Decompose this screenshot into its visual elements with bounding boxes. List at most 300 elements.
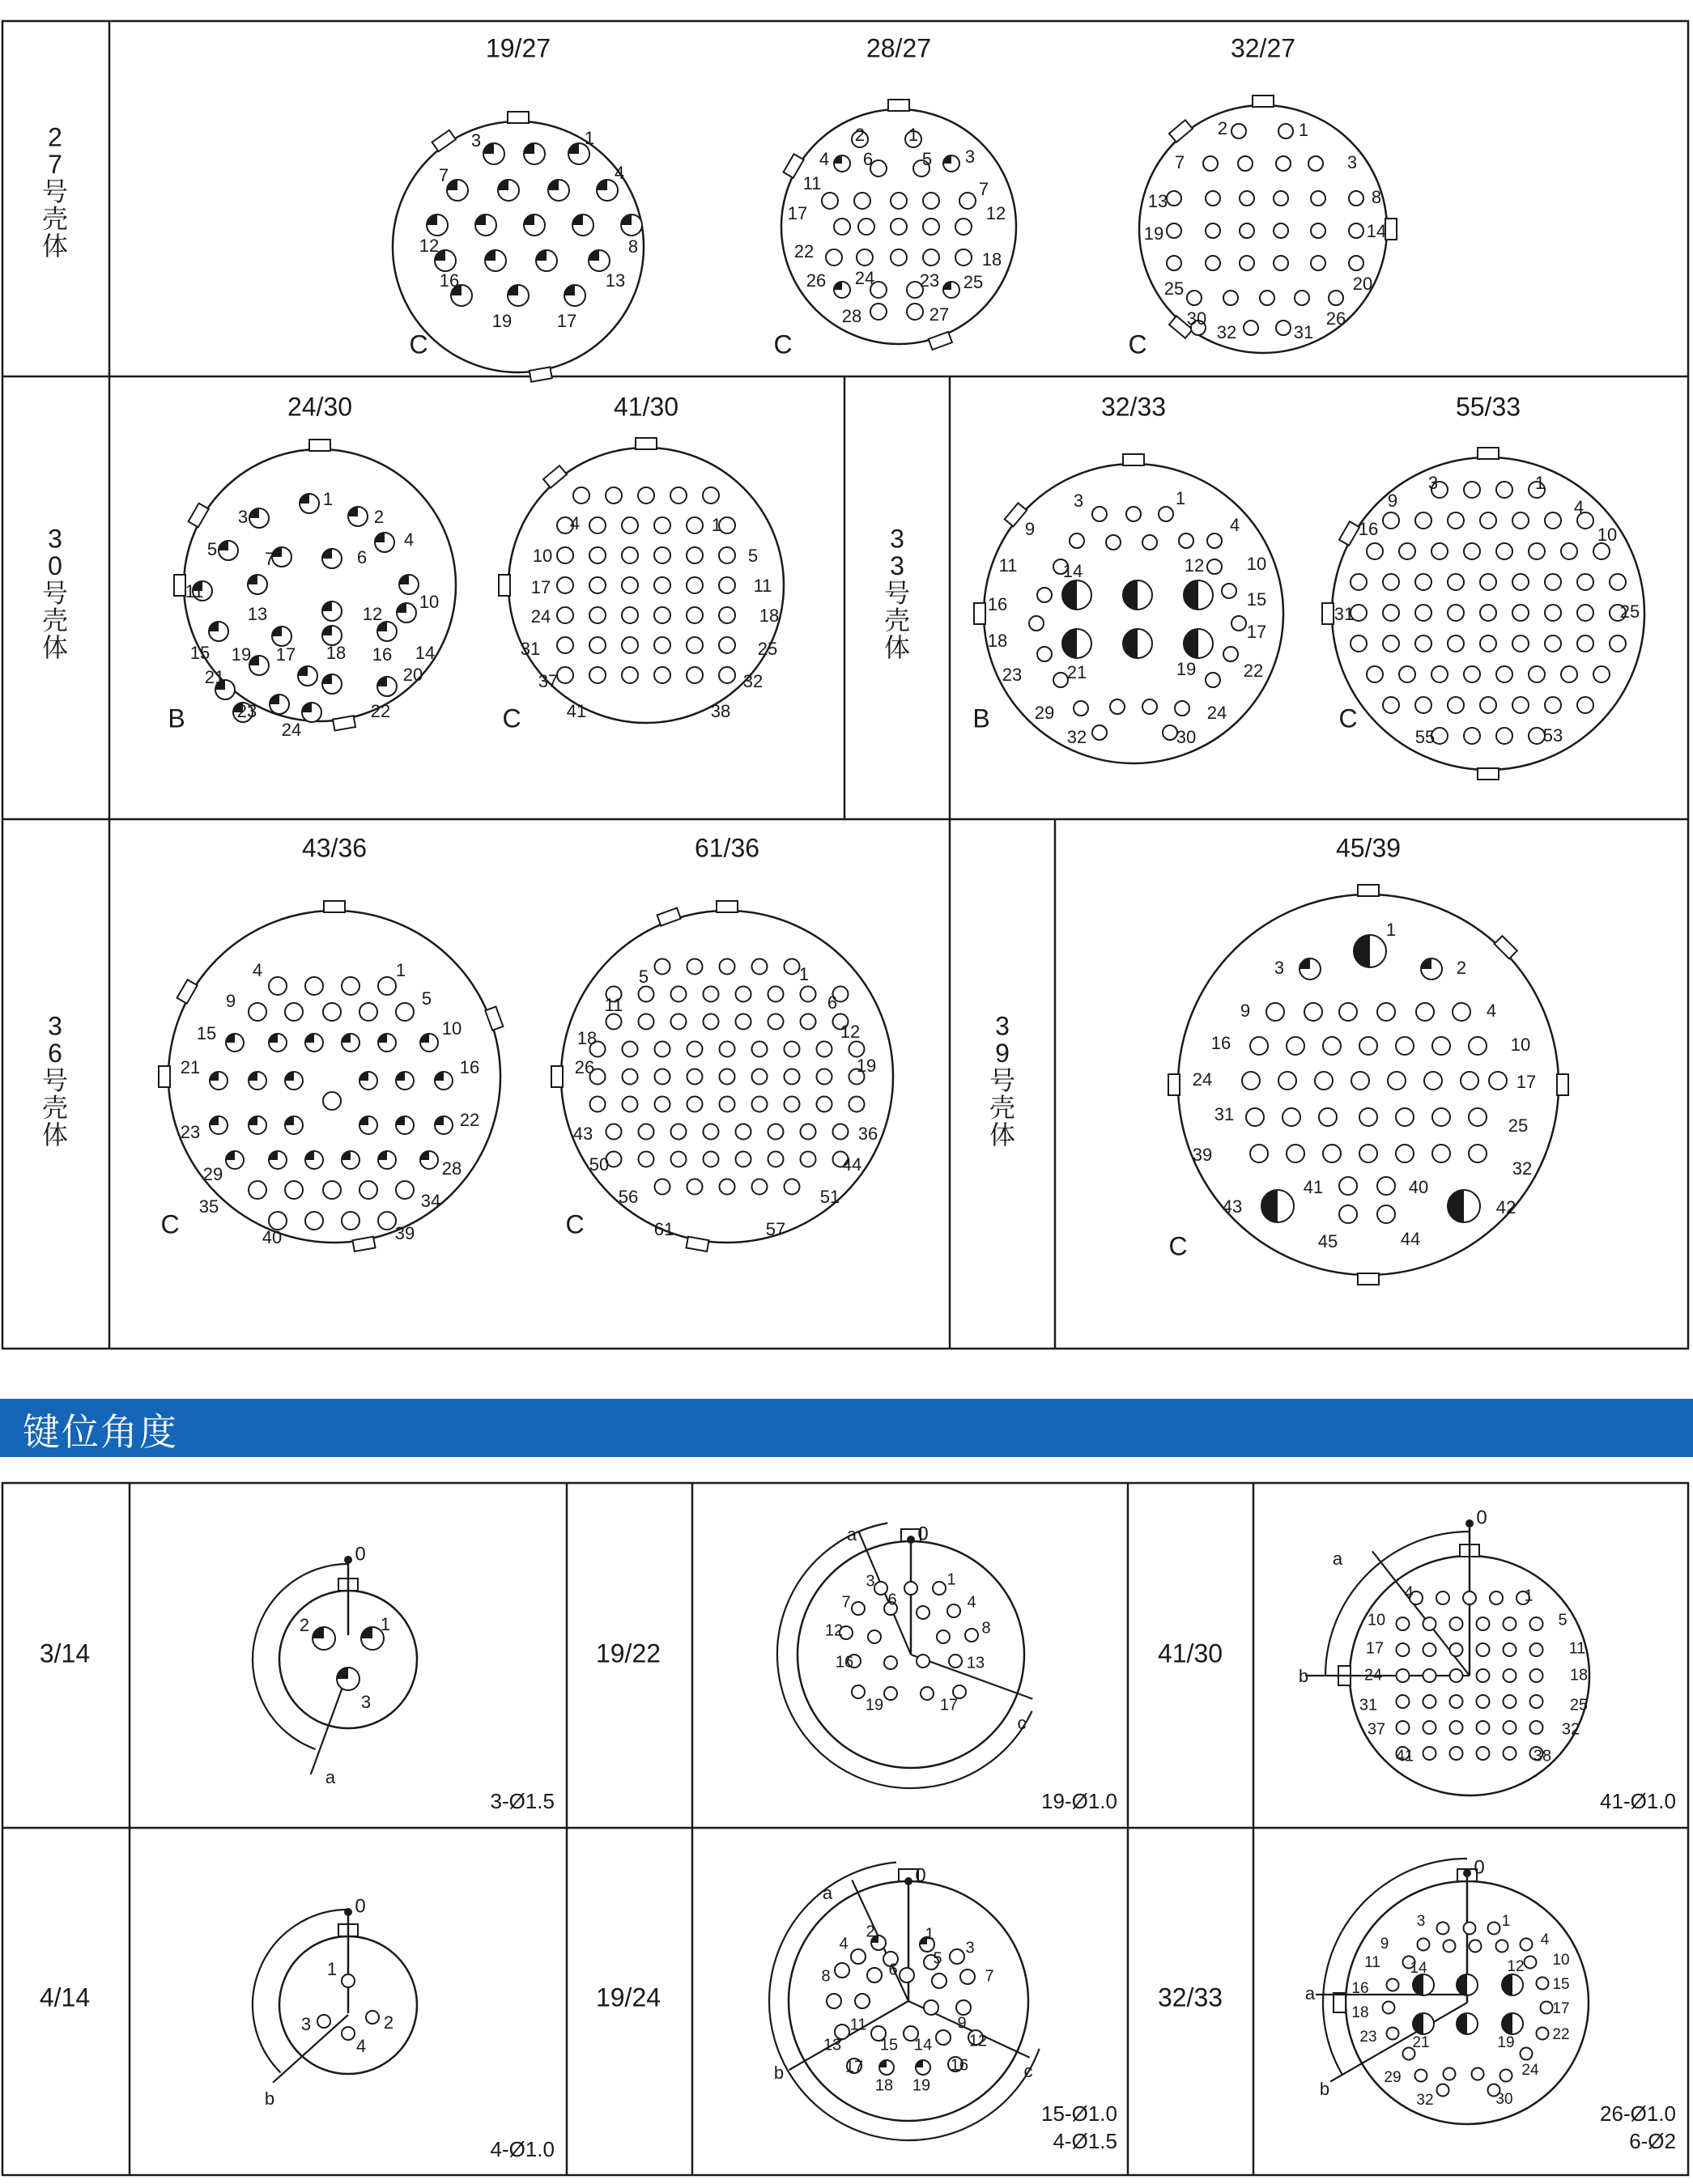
- contact-pin: [366, 2011, 379, 2024]
- pin-number: 16: [1351, 1980, 1369, 1998]
- svg-text:体: 体: [41, 632, 69, 662]
- contact-pin: [1377, 1177, 1395, 1195]
- contact-pin: [921, 1687, 934, 1700]
- svg-text:体: 体: [41, 231, 69, 261]
- pin-number: 1: [908, 124, 919, 145]
- pin-number: 18: [1569, 1666, 1589, 1685]
- connector-label: 19/22: [595, 1638, 661, 1668]
- pin-number: 19: [912, 2076, 931, 2095]
- contact-pin: [1464, 543, 1480, 559]
- contact-pin: [955, 249, 972, 266]
- pin-number: 16: [439, 270, 460, 291]
- contact-pin: [1415, 635, 1431, 652]
- angle-letter: a: [846, 1523, 857, 1545]
- contact-pin: [342, 1974, 355, 1987]
- contact-pin: [1383, 2002, 1395, 2014]
- contact-pin: [557, 577, 573, 593]
- key-cell-41-30: [1299, 1506, 1589, 1795]
- contact-pin: [1577, 697, 1593, 713]
- pin-number: 41: [1395, 1747, 1414, 1765]
- key-tab: [1358, 1273, 1379, 1285]
- contact-pin: [704, 1014, 719, 1030]
- contact-pin: [622, 577, 638, 593]
- contact-pin: [1359, 1037, 1377, 1055]
- pin-number: 1: [1524, 1587, 1533, 1605]
- contact-pin: [427, 215, 448, 236]
- pin-number: 19: [1176, 658, 1197, 679]
- connector-title: 24/30: [287, 392, 353, 422]
- contact-pin: [1418, 1939, 1430, 1951]
- contact-pin: [359, 1181, 377, 1199]
- contact-pin: [1450, 1695, 1463, 1708]
- contact-pin: [305, 1034, 323, 1052]
- contact-pin: [1504, 1721, 1516, 1734]
- pin-number: 12: [1507, 1958, 1525, 1976]
- contact-pin: [1142, 535, 1157, 550]
- angle-letter: a: [1304, 1982, 1316, 2003]
- contact-pin: [1287, 1145, 1304, 1162]
- contact-pin: [655, 1179, 670, 1195]
- svg-text:号: 号: [41, 176, 69, 206]
- contact-pin: [1092, 725, 1107, 740]
- contact-pin: [1444, 1940, 1456, 1952]
- contact-pin: [1448, 574, 1464, 590]
- key-tab: [1253, 96, 1274, 107]
- pin-number: 14: [1410, 1960, 1427, 1978]
- contact-pin: [1397, 1695, 1410, 1708]
- contact-pin: [1469, 1145, 1487, 1162]
- pin-number: 31: [1359, 1696, 1378, 1714]
- contact-pin: [1304, 1003, 1322, 1021]
- contact-pin: [1477, 1669, 1490, 1682]
- contact-pin: [1388, 1072, 1406, 1090]
- key-tab: [174, 575, 185, 596]
- contact-pin: [1504, 1617, 1516, 1630]
- connector-label: 32/33: [1157, 1982, 1223, 2012]
- pin-number: 25: [963, 271, 984, 292]
- pin-number: 9: [1380, 1935, 1389, 1953]
- contact-pin: [1184, 629, 1213, 658]
- pin-number: 4: [1540, 1931, 1550, 1949]
- contact-pin: [1448, 605, 1464, 621]
- pin-number: 13: [966, 1654, 985, 1672]
- contact-pin: [375, 533, 394, 552]
- pin-number: 23: [1359, 2029, 1377, 2046]
- contact-pin: [654, 517, 670, 533]
- contact-pin: [1339, 1003, 1357, 1021]
- svg-text:体: 体: [883, 632, 911, 662]
- contact-pin: [622, 517, 638, 533]
- contact-pin: [1436, 1591, 1449, 1604]
- contact-pin: [1463, 1591, 1476, 1604]
- contact-pin: [1231, 616, 1246, 631]
- pin-number: 31: [520, 638, 541, 659]
- contact-pin: [435, 1116, 453, 1134]
- contact-pin: [1223, 291, 1238, 305]
- key-cell-19-22: [777, 1523, 1032, 1788]
- contact-pin: [622, 637, 638, 653]
- svg-text:壳: 壳: [41, 1093, 69, 1123]
- contact-pin: [868, 1630, 881, 1643]
- contact-pin: [1423, 1643, 1436, 1656]
- contact-pin: [752, 1042, 768, 1057]
- contact-pin: [1480, 605, 1496, 621]
- pin-number: 19: [865, 1696, 884, 1714]
- zero-label: 0: [915, 1864, 926, 1887]
- pin-number: 13: [1147, 190, 1168, 211]
- contact-pin: [1464, 728, 1480, 744]
- contact-pin: [947, 1604, 960, 1617]
- contact-pin: [687, 607, 703, 623]
- pin-number: 3: [1427, 472, 1439, 493]
- contact-pin: [703, 487, 719, 504]
- contact-pin: [536, 250, 557, 271]
- pin-number: 24: [1206, 702, 1227, 723]
- pin-number: 7: [841, 1593, 851, 1612]
- contact-pin: [1577, 635, 1593, 652]
- pin-number: 40: [1408, 1176, 1429, 1197]
- pin-number: 57: [765, 1218, 786, 1239]
- pin-number: 1: [798, 963, 810, 984]
- contact-pin: [752, 1069, 768, 1085]
- contact-pin: [1610, 574, 1626, 590]
- pin-number: 16: [459, 1056, 480, 1077]
- contact-pin: [654, 607, 670, 623]
- contact-pin: [1266, 1003, 1284, 1021]
- contact-pin: [622, 607, 638, 623]
- pin-number: 17: [787, 202, 808, 223]
- pin-number: 31: [1334, 603, 1355, 624]
- contact-pin: [687, 1097, 703, 1112]
- pin-number: 5: [921, 148, 933, 169]
- keyway-letter: C: [773, 329, 793, 359]
- contact-pin: [1415, 574, 1431, 590]
- svg-text:壳: 壳: [41, 204, 69, 234]
- contact-pin: [1323, 1145, 1341, 1162]
- connector-title: 32/27: [1230, 33, 1296, 63]
- contact-pin: [1525, 1957, 1537, 1969]
- pin-number: 15: [1246, 588, 1267, 610]
- contact-pin: [817, 1042, 832, 1057]
- contact-pin: [378, 977, 396, 995]
- contact-pin: [1329, 291, 1343, 305]
- contact-pin: [317, 2015, 330, 2028]
- pin-number: 4: [403, 529, 415, 550]
- contact-pin: [785, 1097, 800, 1112]
- pin-number: 41: [1303, 1176, 1324, 1197]
- contact-pin: [937, 1630, 950, 1643]
- contact-pin: [1053, 673, 1068, 687]
- pin-number: 10: [1246, 553, 1267, 574]
- angle-letter: b: [1319, 2078, 1330, 2099]
- contact-pin: [1351, 574, 1367, 590]
- pin-number: 32: [1512, 1158, 1533, 1179]
- contact-pin: [447, 180, 468, 201]
- contact-pin: [720, 1179, 735, 1195]
- pin-number: 4: [1404, 1583, 1414, 1602]
- pin-spec: 3-Ø1.5: [490, 1788, 555, 1813]
- contact-pin: [687, 667, 703, 683]
- contact-pin: [1311, 256, 1325, 270]
- contact-pin: [950, 1949, 964, 1964]
- contact-pin: [1387, 2028, 1399, 2040]
- contact-pin: [1480, 512, 1496, 529]
- pin-number: 4: [569, 512, 581, 533]
- svg-text:3: 3: [48, 1011, 62, 1041]
- contact-pin: [270, 695, 289, 714]
- contact-pin: [1480, 697, 1496, 713]
- pin-number: 36: [857, 1123, 878, 1144]
- pin-number: 17: [556, 310, 577, 331]
- contact-pin: [1593, 543, 1610, 559]
- contact-pin: [817, 1069, 832, 1085]
- contact-pin: [670, 487, 687, 504]
- pin-number: 19: [856, 1055, 877, 1076]
- contact-pin: [1274, 223, 1288, 238]
- contact-pin: [300, 494, 319, 513]
- contact-pin: [548, 180, 569, 201]
- pin-number: 23: [236, 700, 257, 721]
- contact-pin: [1397, 1617, 1410, 1630]
- pin-number: 1: [380, 1613, 391, 1634]
- contact-pin: [508, 285, 529, 306]
- contact-pin: [785, 959, 800, 975]
- contact-pin: [1319, 1108, 1337, 1126]
- shell-label: [884, 524, 910, 661]
- connector-title: 43/36: [301, 833, 368, 863]
- contact-pin: [1399, 666, 1415, 682]
- contact-pin: [1311, 223, 1325, 238]
- contact-pin: [752, 959, 768, 975]
- contact-pin: [1537, 1978, 1549, 1990]
- pin-number: 18: [325, 642, 347, 663]
- contact-pin: [1387, 1979, 1399, 1991]
- contact-pin: [1359, 1108, 1377, 1126]
- contact-pin: [801, 1152, 816, 1167]
- contact-pin: [719, 637, 735, 653]
- pin-number: 6: [887, 1591, 897, 1609]
- contact-pin: [891, 249, 907, 266]
- contact-pin: [1222, 584, 1236, 598]
- contact-pin: [621, 215, 642, 236]
- zero-label: 0: [917, 1523, 929, 1545]
- contact-pin: [1432, 1037, 1450, 1055]
- contact-pin: [589, 547, 606, 563]
- pin-number: 10: [441, 1018, 462, 1039]
- pin-number: 6: [827, 992, 838, 1013]
- pin-spec: 26-Ø1.0: [1600, 2101, 1676, 2126]
- contact-pin: [1377, 1003, 1395, 1021]
- pin-number: 9: [1387, 490, 1398, 511]
- pin-number: 31: [1293, 321, 1314, 342]
- contact-pin: [1397, 1721, 1410, 1734]
- connector-43-36: [159, 833, 503, 1251]
- contact-pin: [834, 282, 850, 298]
- contact-pin: [1179, 533, 1193, 548]
- contact-pin: [564, 285, 585, 306]
- pin-number: 43: [1222, 1196, 1243, 1217]
- pin-number: 1: [946, 1570, 956, 1589]
- contact-pin: [1477, 1617, 1490, 1630]
- contact-pin: [1223, 647, 1238, 661]
- contact-pin: [313, 1627, 335, 1650]
- key-tab: [1478, 448, 1499, 459]
- pin-number: 23: [919, 270, 940, 291]
- connector-28-27: [773, 33, 1016, 359]
- contact-pin: [704, 1152, 719, 1167]
- pin-number: 10: [1597, 524, 1618, 545]
- contact-pin: [269, 1151, 287, 1169]
- keyway-letter: B: [168, 703, 185, 733]
- connector-label: 4/14: [39, 1982, 91, 2012]
- contact-pin: [1423, 1617, 1436, 1630]
- pin-number: 17: [939, 1696, 959, 1714]
- pin-number: 25: [757, 638, 778, 659]
- pin-number: 27: [929, 304, 950, 325]
- pin-number: 16: [372, 644, 393, 665]
- pin-spec: 6-Ø2: [1629, 2128, 1676, 2153]
- contact-pin: [1423, 1695, 1436, 1708]
- pin-number: 17: [1552, 2000, 1570, 2018]
- contact-pin: [1167, 223, 1181, 238]
- contact-pin: [1206, 673, 1220, 687]
- pin-number: 39: [394, 1222, 415, 1243]
- pin-number: 20: [402, 664, 423, 685]
- pin-number: 2: [383, 2012, 394, 2033]
- key-cell-19-24: [769, 1863, 1040, 2140]
- pin-number: 40: [262, 1226, 283, 1247]
- shell-label: [42, 1011, 68, 1149]
- pin-number: 45: [1317, 1230, 1338, 1251]
- connector-24-30: [168, 392, 456, 739]
- pin-number: 22: [459, 1109, 480, 1130]
- contact-pin: [956, 2000, 971, 2015]
- contact-pin: [226, 1034, 244, 1052]
- contact-pin: [1167, 191, 1181, 206]
- keyway-letter: B: [972, 703, 990, 733]
- contact-pin: [720, 1042, 735, 1057]
- pin-spec: 15-Ø1.0: [1041, 2101, 1117, 2126]
- pin-number: 19: [231, 644, 252, 665]
- contact-pin: [1274, 256, 1288, 270]
- pin-number: 24: [1521, 2062, 1539, 2080]
- contact-pin: [524, 143, 545, 164]
- contact-pin: [272, 547, 291, 567]
- keyway-letter: C: [502, 703, 521, 733]
- contact-pin: [1545, 512, 1561, 529]
- pin-number: 8: [821, 1967, 831, 1986]
- contact-pin: [822, 193, 838, 209]
- contact-pin: [1159, 507, 1173, 521]
- contact-pin: [342, 1151, 359, 1169]
- contact-pin: [924, 2000, 938, 2015]
- pin-number: 41: [566, 700, 587, 721]
- contact-pin: [623, 1097, 638, 1112]
- contact-pin: [671, 1124, 687, 1140]
- contact-pin: [654, 637, 670, 653]
- contact-pin: [1261, 1190, 1294, 1222]
- contact-pin: [879, 2060, 894, 2075]
- contact-pin: [639, 1152, 654, 1167]
- contact-pin: [923, 193, 939, 209]
- svg-text:体: 体: [989, 1120, 1016, 1149]
- pin-number: 3: [300, 2013, 312, 2034]
- svg-text:7: 7: [48, 150, 62, 180]
- svg-text:3: 3: [890, 551, 904, 581]
- pin-number: 16: [835, 1653, 854, 1672]
- contact-pin: [342, 977, 359, 995]
- pin-number: 30: [1495, 2091, 1513, 2109]
- contact-pin: [654, 577, 670, 593]
- contact-pin: [606, 1124, 622, 1140]
- contact-pin: [857, 249, 873, 266]
- pin-number: 18: [576, 1027, 598, 1048]
- contact-pin: [1488, 1923, 1500, 1935]
- contact-pin: [589, 577, 606, 593]
- pin-number: 10: [1367, 1611, 1386, 1630]
- contact-pin: [342, 1212, 359, 1230]
- contact-pin: [1610, 635, 1626, 652]
- contact-pin: [851, 1949, 866, 1964]
- contact-pin: [638, 487, 654, 504]
- pin-number: 3: [1346, 151, 1358, 172]
- contact-pin: [1037, 647, 1052, 661]
- contact-pin: [752, 1097, 768, 1112]
- contact-pin: [1477, 1695, 1490, 1708]
- contact-pin: [1367, 666, 1383, 682]
- contact-pin: [1424, 1072, 1442, 1090]
- pin-number: 31: [1214, 1103, 1235, 1124]
- svg-text:壳: 壳: [41, 605, 69, 635]
- pin-number: 15: [879, 2036, 899, 2054]
- contact-pin: [1512, 512, 1529, 529]
- pin-number: 4: [967, 1593, 976, 1612]
- pin-number: 13: [247, 603, 268, 624]
- pin-number: 25: [1569, 1696, 1589, 1714]
- connector-32-33: [972, 392, 1283, 763]
- contact-pin: [1315, 1072, 1333, 1090]
- contact-pin: [1545, 635, 1561, 652]
- pin-number: 21: [204, 666, 225, 687]
- contact-pin: [955, 219, 972, 235]
- pin-number: 1: [1298, 119, 1309, 140]
- zero-marker: [1465, 1519, 1474, 1528]
- contact-pin: [1383, 605, 1399, 621]
- svg-text:3: 3: [890, 524, 904, 554]
- contact-pin: [833, 1124, 849, 1140]
- contact-pin: [396, 1003, 414, 1021]
- key-tab: [888, 100, 909, 111]
- zero-label: 0: [1474, 1856, 1485, 1879]
- pin-number: 26: [574, 1056, 595, 1077]
- contact-pin: [1399, 543, 1415, 559]
- pin-number: 25: [1508, 1115, 1529, 1136]
- pin-number: 5: [933, 1949, 942, 1968]
- angle-letter: c: [1017, 1712, 1027, 1733]
- contact-pin: [210, 1116, 228, 1134]
- contact-pin: [943, 282, 959, 298]
- key-tab: [1123, 454, 1144, 465]
- contact-pin: [1415, 605, 1431, 621]
- pin-number: 11: [802, 172, 822, 193]
- contact-pin: [396, 1072, 414, 1090]
- zero-marker: [907, 1536, 915, 1544]
- contact-pin: [1480, 635, 1496, 652]
- pin-number: 12: [1184, 554, 1205, 576]
- pin-number: 1: [326, 1958, 338, 1979]
- key-tab: [551, 1066, 563, 1087]
- pin-number: 1: [1501, 1913, 1511, 1931]
